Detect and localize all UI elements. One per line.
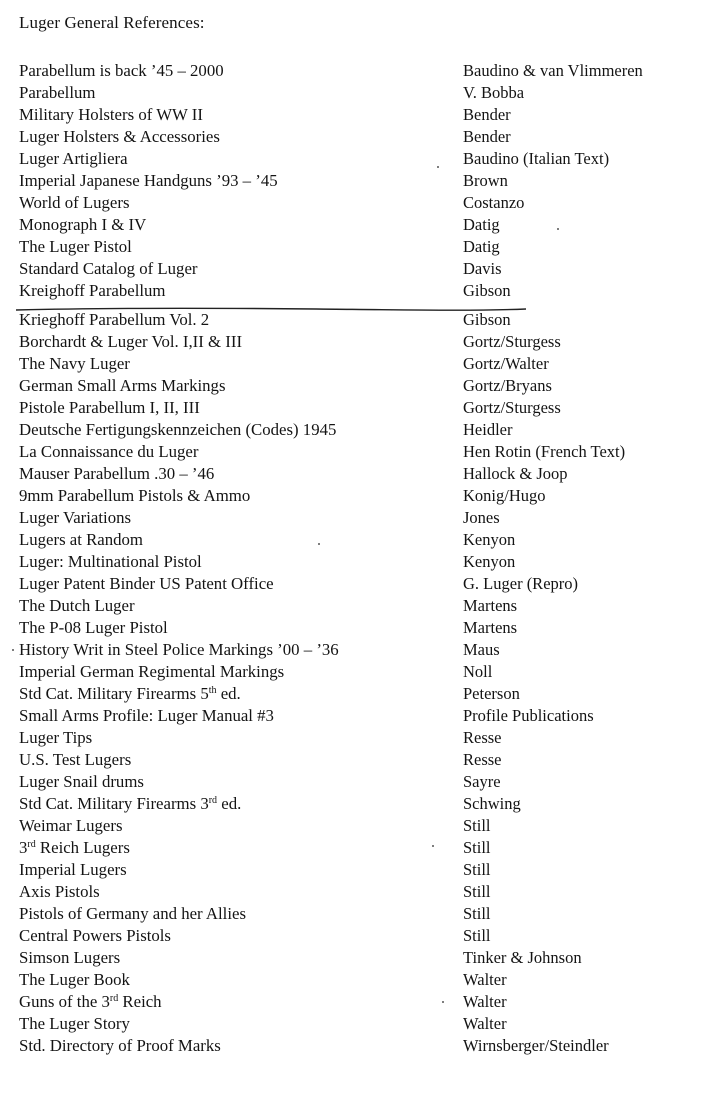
author-row: Brown [463, 171, 508, 190]
author-row: Resse [463, 750, 502, 769]
author-row: Gortz/Walter [463, 354, 549, 373]
title-text: Guns of the 3 [19, 992, 110, 1011]
author-row: Datig [463, 237, 500, 256]
title-row: Luger Variations [19, 508, 132, 527]
author-row: Still [463, 860, 491, 879]
title-row: Luger Holsters & Accessories [19, 127, 220, 146]
author-row: Schwing [463, 794, 521, 813]
title-row: The Luger Pistol [19, 237, 132, 256]
authors-column [463, 60, 703, 1057]
ordinal-suffix: rd [109, 993, 119, 1004]
title-row: The Dutch Luger [19, 596, 135, 615]
author-row: V. Bobba [463, 83, 525, 102]
author-row: Jones [463, 508, 500, 527]
scan-speck [557, 228, 559, 230]
author-row: Resse [463, 728, 502, 747]
author-row: Still [463, 926, 491, 945]
scan-speck [12, 649, 14, 651]
title-row: Standard Catalog of Luger [19, 259, 198, 278]
author-row: Walter [463, 970, 507, 989]
title-text-after: ed. [217, 794, 242, 813]
title-row: Mauser Parabellum .30 – ’46 [19, 464, 215, 483]
title-row: The Luger Book [19, 970, 130, 989]
page-heading: Luger General References: [19, 13, 205, 32]
title-text: Std Cat. Military Firearms 3 [19, 794, 209, 813]
author-row: Maus [463, 640, 500, 659]
author-row: Hallock & Joop [463, 464, 568, 483]
title-row: Imperial Lugers [19, 860, 127, 879]
title-row: Luger Snail drums [19, 772, 144, 791]
author-row: Baudino (Italian Text) [463, 149, 610, 168]
author-row: Walter [463, 1014, 507, 1033]
title-row: Imperial Japanese Handguns ’93 – ’45 [19, 171, 278, 190]
title-row: Luger Patent Binder US Patent Office [19, 574, 274, 593]
title-row: Kreighoff Parabellum [19, 281, 166, 300]
title-text: 3 [19, 838, 28, 857]
title-row: The Navy Luger [19, 354, 130, 373]
title-row: Deutsche Fertigungskennzeichen (Codes) 1945 [19, 420, 337, 439]
title-row: Krieghoff Parabellum Vol. 2 [19, 310, 210, 329]
author-row: Hen Rotin (French Text) [463, 442, 626, 461]
author-row: Still [463, 838, 491, 857]
title-row [19, 837, 449, 859]
scan-speck [437, 166, 439, 168]
title-row: Luger Tips [19, 728, 93, 747]
title-row: Lugers at Random [19, 530, 143, 549]
title-row: U.S. Test Lugers [19, 750, 132, 769]
author-row: Sayre [463, 772, 501, 791]
author-row: Davis [463, 259, 502, 278]
author-row: Costanzo [463, 193, 525, 212]
title-row: Weimar Lugers [19, 816, 123, 835]
title-row: German Small Arms Markings [19, 376, 226, 395]
author-row: Noll [463, 662, 493, 681]
author-row: Kenyon [463, 552, 516, 571]
author-row: Walter [463, 992, 507, 1011]
title-row: Luger: Multinational Pistol [19, 552, 202, 571]
author-row: Martens [463, 618, 518, 637]
title-row [19, 793, 449, 815]
title-row: Pistole Parabellum I, II, III [19, 398, 200, 417]
title-row: Imperial German Regimental Markings [19, 662, 285, 681]
title-row: Parabellum [19, 83, 96, 102]
author-row: Bender [463, 105, 511, 124]
author-row: Gibson [463, 281, 511, 300]
author-row: Gortz/Sturgess [463, 398, 561, 417]
author-row: Wirnsberger/Steindler [463, 1036, 609, 1055]
title-row: Luger Artigliera [19, 149, 128, 168]
handwritten-underline [16, 306, 526, 312]
title-row: History Writ in Steel Police Markings ’00 – ’36 [19, 640, 339, 659]
author-row: Still [463, 904, 491, 923]
author-row: Gibson [463, 310, 511, 329]
author-row: Datig [463, 215, 500, 234]
title-row [19, 683, 449, 705]
author-row: Kenyon [463, 530, 516, 549]
title-row: The P-08 Luger Pistol [19, 618, 168, 637]
title-row: Std. Directory of Proof Marks [19, 1036, 221, 1055]
ordinal-suffix: rd [27, 839, 36, 850]
author-row: Martens [463, 596, 518, 615]
author-row: Peterson [463, 684, 520, 703]
title-row: Military Holsters of WW II [19, 105, 203, 124]
titles-column [19, 60, 449, 1057]
title-text-after: ed. [216, 684, 241, 703]
author-row: Gortz/Bryans [463, 376, 552, 395]
author-row: Still [463, 816, 491, 835]
title-text: Std Cat. Military Firearms 5 [19, 684, 209, 703]
title-row: Small Arms Profile: Luger Manual #3 [19, 706, 274, 725]
author-row: Baudino & van Vlimmeren [463, 61, 643, 80]
scan-speck [432, 845, 434, 847]
scan-speck [442, 1001, 444, 1003]
ordinal-suffix: th [208, 685, 217, 696]
title-row: Pistols of Germany and her Allies [19, 904, 246, 923]
scan-speck [318, 543, 320, 545]
author-row: Still [463, 882, 491, 901]
title-row: Borchardt & Luger Vol. I,II & III [19, 332, 243, 351]
title-row: Parabellum is back ’45 – 2000 [19, 61, 224, 80]
title-row: Monograph I & IV [19, 215, 147, 234]
title-row: 9mm Parabellum Pistols & Ammo [19, 486, 251, 505]
author-row: Profile Publications [463, 706, 594, 725]
author-row: G. Luger (Repro) [463, 574, 579, 593]
author-row: Tinker & Johnson [463, 948, 582, 967]
author-row: Gortz/Sturgess [463, 332, 561, 351]
author-row: Bender [463, 127, 511, 146]
title-row: Axis Pistols [19, 882, 100, 901]
ordinal-suffix: rd [208, 795, 218, 806]
author-row: Heidler [463, 420, 513, 439]
title-text-after: Reich [118, 992, 162, 1011]
author-row: Konig/Hugo [463, 486, 546, 505]
title-row [19, 991, 449, 1013]
title-row: The Luger Story [19, 1014, 130, 1033]
title-row: Simson Lugers [19, 948, 121, 967]
title-text-after: Reich Lugers [35, 838, 130, 857]
title-row: Central Powers Pistols [19, 926, 171, 945]
title-row: La Connaissance du Luger [19, 442, 199, 461]
title-row: World of Lugers [19, 193, 130, 212]
